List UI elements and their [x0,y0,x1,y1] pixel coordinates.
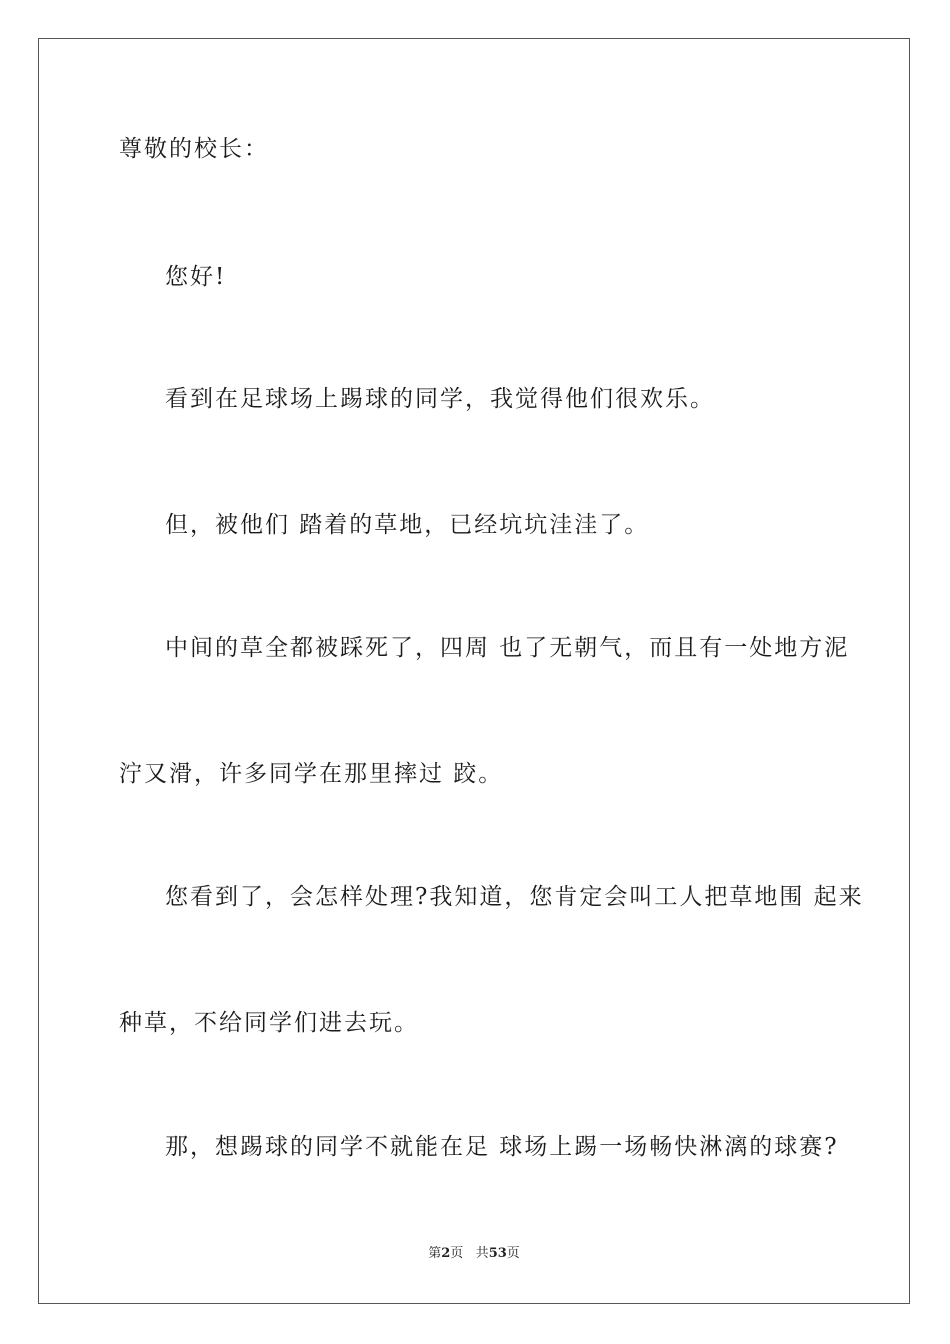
paragraph-4-line-2: 种草，不给同学们进去玩。 [119,1010,419,1036]
page-frame [38,38,910,1304]
greeting: 您好! [165,264,227,290]
total-pages: 53 [488,1246,507,1261]
paragraph-5: 那，想踢球的同学不就能在足 球场上踢一场畅快淋漓的球赛? [165,1134,839,1160]
total-suffix: 页 [506,1246,520,1261]
total-prefix: 共 [475,1246,489,1261]
paragraph-3-line-2: 泞又滑，许多同学在那里摔过 跤。 [119,761,504,787]
page-suffix: 页 [450,1246,464,1261]
page-number: 2 [441,1246,451,1261]
paragraph-1: 看到在足球场上踢球的同学，我觉得他们很欢乐。 [165,386,715,412]
paragraph-2: 但，被他们 踏着的草地，已经坑坑洼洼了。 [165,512,650,538]
salutation: 尊敬的校长： [119,136,269,162]
page-footer [39,1245,909,1263]
page-prefix: 第 [428,1246,442,1261]
paragraph-4-line-1: 您看到了，会怎样处理?我知道，您肯定会叫工人把草地围 起来 [165,884,864,910]
paragraph-3-line-1: 中间的草全都被踩死了，四周 也了无朝气，而且有一处地方泥 [165,635,850,661]
